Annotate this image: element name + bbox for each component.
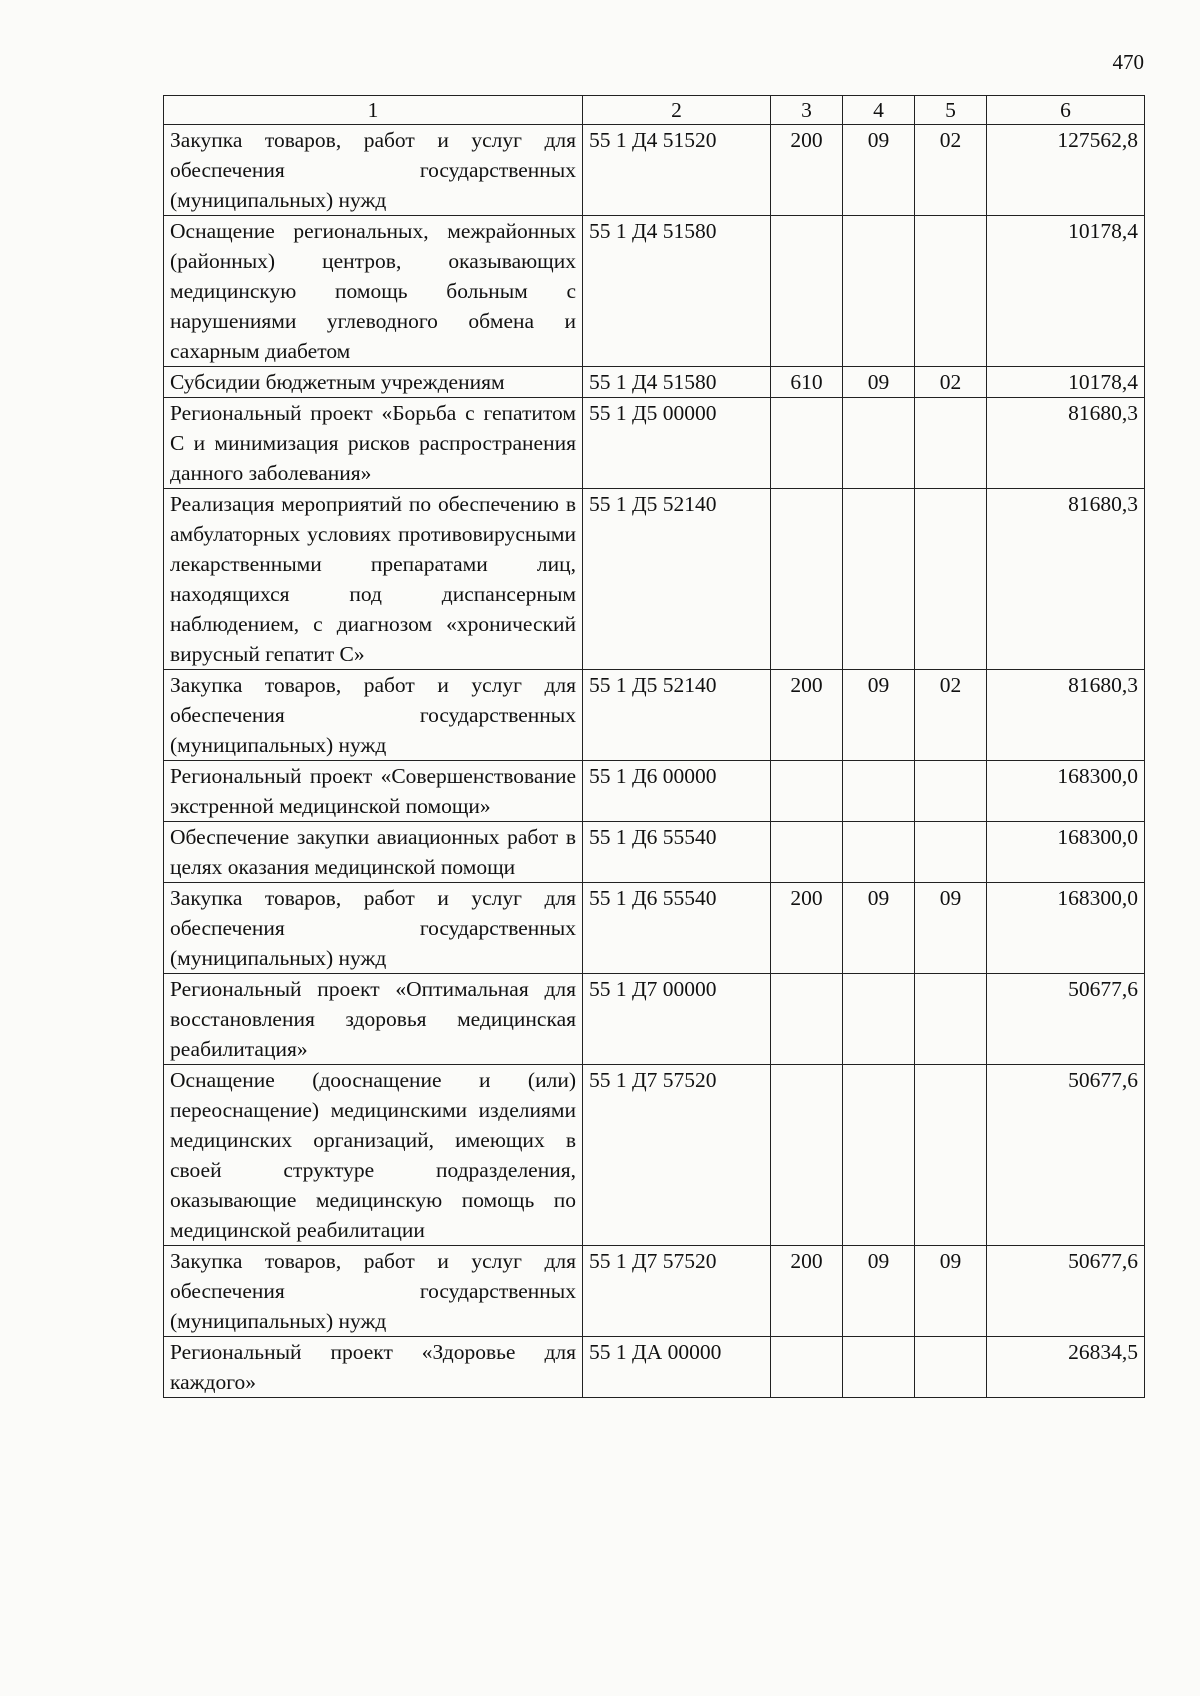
budget-code-cell: 55 1 Д5 52140 [583, 489, 771, 670]
item-name-cell: Региональный проект «Здоровье для каждого» [164, 1337, 583, 1398]
subsection-cell: 02 [915, 125, 987, 216]
budget-code-cell: 55 1 Д7 57520 [583, 1065, 771, 1246]
section-cell [843, 822, 915, 883]
expense-type-cell: 200 [771, 1246, 843, 1337]
section-cell [843, 1065, 915, 1246]
subsection-cell [915, 822, 987, 883]
header-cell: 5 [915, 96, 987, 125]
subsection-cell: 09 [915, 1246, 987, 1337]
budget-code-cell: 55 1 Д6 55540 [583, 883, 771, 974]
section-cell: 09 [843, 125, 915, 216]
header-cell: 2 [583, 96, 771, 125]
table-row [164, 125, 1145, 216]
budget-code-cell: 55 1 Д5 52140 [583, 670, 771, 761]
table-row [164, 1337, 1145, 1398]
expense-type-cell [771, 216, 843, 367]
amount-cell: 168300,0 [987, 761, 1145, 822]
table-body [164, 125, 1145, 1398]
expense-type-cell [771, 822, 843, 883]
budget-code-cell: 55 1 Д4 51580 [583, 367, 771, 398]
amount-cell: 81680,3 [987, 489, 1145, 670]
table-row [164, 822, 1145, 883]
section-cell: 09 [843, 883, 915, 974]
table-row [164, 974, 1145, 1065]
amount-cell: 10178,4 [987, 216, 1145, 367]
budget-code-cell: 55 1 ДА 00000 [583, 1337, 771, 1398]
amount-cell: 81680,3 [987, 670, 1145, 761]
subsection-cell [915, 974, 987, 1065]
item-name-cell: Оснащение региональных, межрайонных (районных) центров, оказывающих медицинскую помощь больным с нарушениями углеводного обмена и сахарным диабетом [164, 216, 583, 367]
item-name-cell: Закупка товаров, работ и услуг для обеспечения государственных (муниципальных) нужд [164, 883, 583, 974]
table-row [164, 1246, 1145, 1337]
header-row [164, 96, 1145, 125]
section-cell: 09 [843, 670, 915, 761]
expense-type-cell [771, 761, 843, 822]
expense-type-cell: 200 [771, 883, 843, 974]
amount-cell: 50677,6 [987, 974, 1145, 1065]
item-name-cell: Региональный проект «Борьба с гепатитом С и минимизация рисков распространения данного заболевания» [164, 398, 583, 489]
expense-type-cell: 200 [771, 125, 843, 216]
item-name-cell: Закупка товаров, работ и услуг для обеспечения государственных (муниципальных) нужд [164, 670, 583, 761]
table-row [164, 216, 1145, 367]
subsection-cell [915, 398, 987, 489]
header-cell: 6 [987, 96, 1145, 125]
item-name-cell: Оснащение (дооснащение и (или) переоснащение) медицинскими изделиями медицинских организаций, имеющих в своей структуре подразделения, оказывающие медицинскую помощь по медицинской реабилитации [164, 1065, 583, 1246]
header-cell: 1 [164, 96, 583, 125]
header-cell: 3 [771, 96, 843, 125]
subsection-cell: 02 [915, 670, 987, 761]
section-cell: 09 [843, 367, 915, 398]
item-name-cell: Закупка товаров, работ и услуг для обеспечения государственных (муниципальных) нужд [164, 125, 583, 216]
amount-cell: 168300,0 [987, 883, 1145, 974]
amount-cell: 127562,8 [987, 125, 1145, 216]
header-cell: 4 [843, 96, 915, 125]
expense-type-cell [771, 974, 843, 1065]
table-row [164, 489, 1145, 670]
expense-type-cell [771, 489, 843, 670]
page-number: 470 [1112, 50, 1144, 74]
table-row [164, 883, 1145, 974]
budget-table [163, 95, 1145, 1398]
section-cell [843, 974, 915, 1065]
expense-type-cell: 610 [771, 367, 843, 398]
expense-type-cell [771, 1065, 843, 1246]
subsection-cell: 02 [915, 367, 987, 398]
expense-type-cell [771, 398, 843, 489]
amount-cell: 50677,6 [987, 1065, 1145, 1246]
subsection-cell [915, 761, 987, 822]
section-cell: 09 [843, 1246, 915, 1337]
expense-type-cell: 200 [771, 670, 843, 761]
section-cell [843, 1337, 915, 1398]
amount-cell: 26834,5 [987, 1337, 1145, 1398]
amount-cell: 50677,6 [987, 1246, 1145, 1337]
section-cell [843, 489, 915, 670]
budget-code-cell: 55 1 Д6 00000 [583, 761, 771, 822]
table-row [164, 1065, 1145, 1246]
subsection-cell [915, 489, 987, 670]
table-row [164, 398, 1145, 489]
budget-code-cell: 55 1 Д4 51520 [583, 125, 771, 216]
subsection-cell: 09 [915, 883, 987, 974]
item-name-cell: Региональный проект «Совершенствование экстренной медицинской помощи» [164, 761, 583, 822]
budget-code-cell: 55 1 Д6 55540 [583, 822, 771, 883]
subsection-cell [915, 1337, 987, 1398]
budget-code-cell: 55 1 Д7 57520 [583, 1246, 771, 1337]
table-row [164, 761, 1145, 822]
section-cell [843, 398, 915, 489]
amount-cell: 168300,0 [987, 822, 1145, 883]
table-row [164, 670, 1145, 761]
expense-type-cell [771, 1337, 843, 1398]
section-cell [843, 216, 915, 367]
amount-cell: 10178,4 [987, 367, 1145, 398]
budget-code-cell: 55 1 Д4 51580 [583, 216, 771, 367]
item-name-cell: Реализация мероприятий по обеспечению в амбулаторных условиях противовирусными лекарственными препаратами лиц, находящихся под диспансерным наблюдением, с диагнозом «хронический вирусный гепатит С» [164, 489, 583, 670]
section-cell [843, 761, 915, 822]
item-name-cell: Субсидии бюджетным учреждениям [164, 367, 583, 398]
budget-code-cell: 55 1 Д5 00000 [583, 398, 771, 489]
item-name-cell: Обеспечение закупки авиационных работ в целях оказания медицинской помощи [164, 822, 583, 883]
amount-cell: 81680,3 [987, 398, 1145, 489]
budget-code-cell: 55 1 Д7 00000 [583, 974, 771, 1065]
subsection-cell [915, 216, 987, 367]
subsection-cell [915, 1065, 987, 1246]
item-name-cell: Закупка товаров, работ и услуг для обеспечения государственных (муниципальных) нужд [164, 1246, 583, 1337]
item-name-cell: Региональный проект «Оптимальная для восстановления здоровья медицинская реабилитация» [164, 974, 583, 1065]
table-row [164, 367, 1145, 398]
